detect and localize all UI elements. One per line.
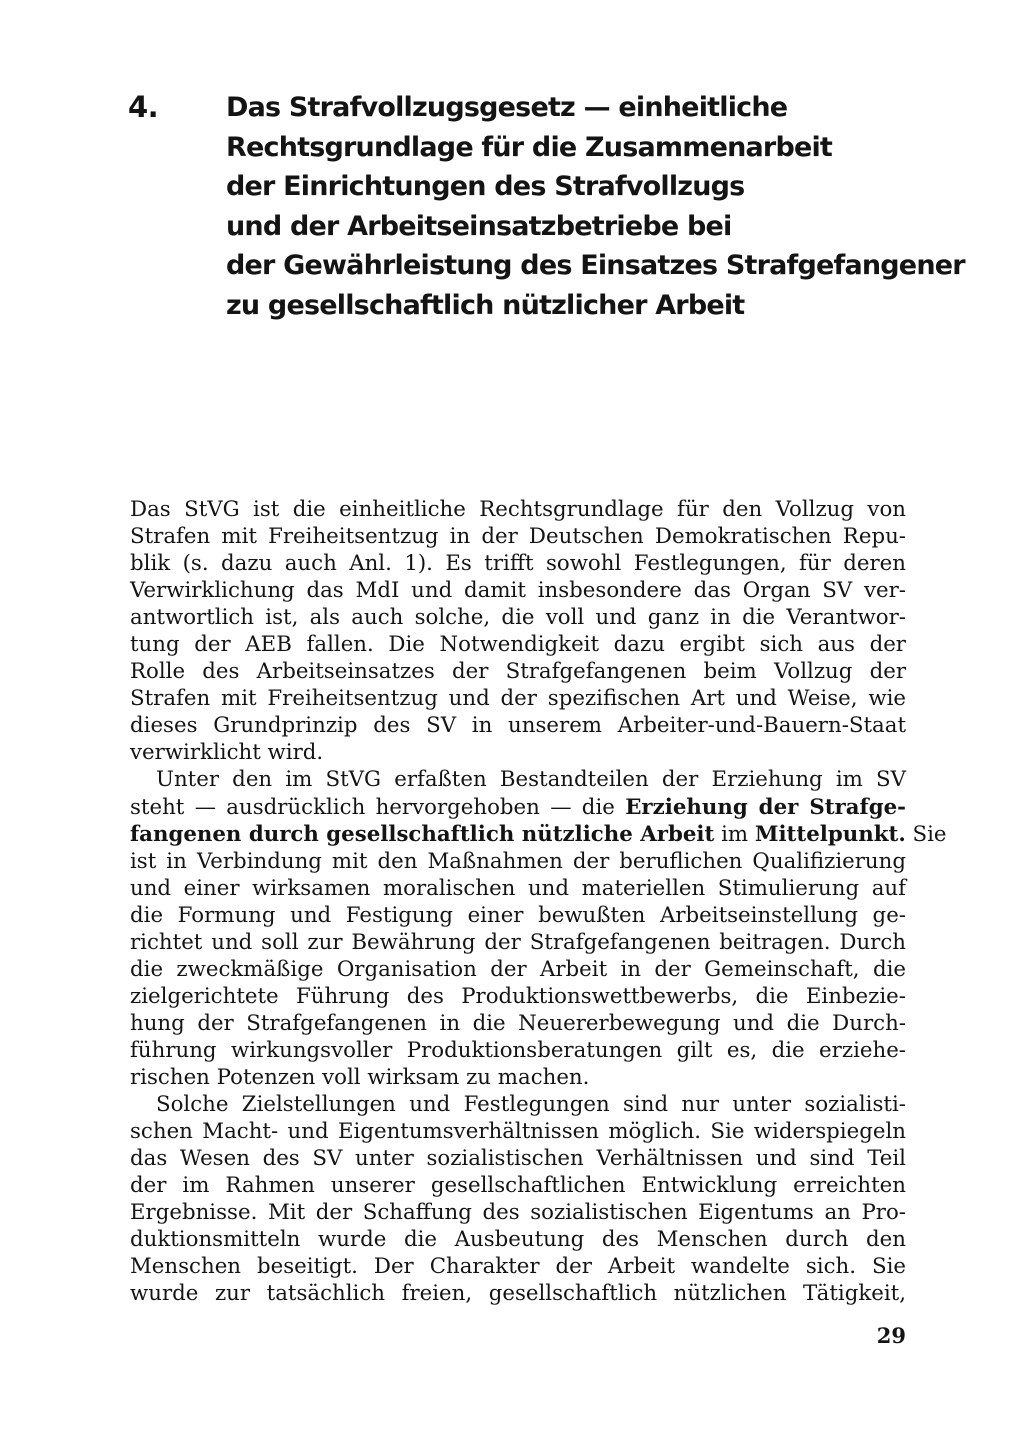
text-line: führung wirkungsvoller Produktionsberatungen gilt es, die erziehe- bbox=[130, 1037, 906, 1063]
text-line: tung der AEB fallen. Die Notwendigkeit dazu ergibt sich aus der bbox=[130, 632, 906, 658]
paragraph-1 bbox=[130, 496, 906, 766]
text-line: Solche Zielstellungen und Festlegungen sind nur unter sozialisti- bbox=[156, 1092, 906, 1118]
text-line: Rolle des Arbeitseinsatzes der Strafgefangenen beim Vollzug der bbox=[130, 659, 906, 685]
text-line: und einer wirksamen moralischen und materiellen Stimulierung auf bbox=[130, 875, 906, 901]
text-line: Verwirklichung das MdI und damit insbesondere das Organ SV ver- bbox=[130, 578, 906, 604]
text-span: Sie bbox=[905, 821, 947, 847]
text-line: verwirklicht wird. bbox=[130, 740, 324, 766]
text-line: der im Rahmen unserer gesellschaftlichen Entwicklung erreichten bbox=[130, 1173, 906, 1199]
text-line: Das StVG ist die einheitliche Rechtsgrundlage für den Vollzug von bbox=[130, 497, 906, 522]
chapter-title-line: Das Strafvollzugsgesetz — einheitliche bbox=[226, 92, 788, 123]
emphasis-text: Mittelpunkt. bbox=[754, 821, 906, 847]
text-line: duktionsmitteln wurde die Ausbeutung des Menschen durch den bbox=[130, 1227, 906, 1253]
text-line bbox=[130, 821, 947, 848]
text-line: richtet und soll zur Bewährung der Strafgefangenen beitragen. Durch bbox=[130, 929, 906, 955]
text-line: das Wesen des SV unter sozialistischen Verhältnissen und sind Teil bbox=[130, 1146, 906, 1172]
emphasis-text: fangenen durch gesellschaftlich nützliche Arbeit bbox=[130, 821, 715, 847]
text-line: die Formung und Festigung einer bewußten Arbeitseinstellung ge- bbox=[130, 902, 906, 928]
chapter-title-line: und der Arbeitseinsatzbetriebe bei bbox=[226, 210, 732, 242]
chapter-title-line: Rechtsgrundlage für die Zusammenarbeit bbox=[226, 131, 833, 163]
text-line: Menschen beseitigt. Der Charakter der Arbeit wandelte sich. Sie bbox=[130, 1254, 906, 1280]
text-line: schen Macht- und Eigentumsverhältnissen möglich. Sie widerspiegeln bbox=[130, 1119, 906, 1145]
chapter-title-line: zu gesellschaftlich nützlicher Arbeit bbox=[226, 289, 745, 321]
text-line: rischen Potenzen voll wirksam zu machen. bbox=[130, 1064, 590, 1090]
chapter-title-line: der Einrichtungen des Strafvollzugs bbox=[226, 171, 745, 203]
text-line: antwortlich ist, als auch solche, die voll und ganz in die Verantwor- bbox=[130, 605, 906, 631]
text-span: steht — ausdrücklich hervorgehoben — die bbox=[130, 794, 626, 820]
text-line: ist in Verbindung mit den Maßnahmen der beruflichen Qualifizierung bbox=[130, 848, 906, 874]
text-line: zielgerichtete Führung des Produktionswettbewerbs, die Einbezie- bbox=[130, 983, 906, 1009]
text-line: hung der Strafgefangenen in die Neuererbewegung und die Durch- bbox=[130, 1010, 906, 1036]
text-line: Strafen mit Freiheitsentzug in der Deutschen Demokratischen Repu- bbox=[130, 524, 906, 550]
emphasis-text: Erziehung der Strafge- bbox=[625, 794, 906, 820]
chapter-number: 4. bbox=[128, 90, 159, 124]
text-line: Unter den im StVG erfaßten Bestandteilen der Erziehung im SV bbox=[156, 767, 906, 793]
body-text bbox=[130, 496, 947, 1307]
text-line: blik (s. dazu auch Anl. 1). Es trifft sowohl Festlegungen, für deren bbox=[130, 551, 906, 577]
page-number: 29 bbox=[876, 1323, 906, 1348]
text-line: dieses Grundprinzip des SV in unserem Arbeiter-und-Bauern-Staat bbox=[130, 713, 906, 739]
paragraph-2 bbox=[130, 766, 947, 1091]
text-line: wurde zur tatsächlich freien, gesellschaftlich nützlichen Tätigkeit, bbox=[130, 1281, 906, 1307]
text-line bbox=[130, 794, 906, 821]
text-line: Ergebnisse. Mit der Schaffung des sozialistischen Eigentums an Pro- bbox=[130, 1200, 906, 1226]
chapter-title bbox=[226, 88, 965, 326]
paragraph-3 bbox=[130, 1091, 906, 1307]
text-span: im bbox=[714, 821, 755, 847]
text-line: die zweckmäßige Organisation der Arbeit in der Gemeinschaft, die bbox=[130, 956, 906, 982]
text-line: Strafen mit Freiheitsentzug und der spezifischen Art und Weise, wie bbox=[130, 686, 906, 712]
chapter-title-line: der Gewährleistung des Einsatzes Strafgefangener bbox=[226, 250, 965, 282]
